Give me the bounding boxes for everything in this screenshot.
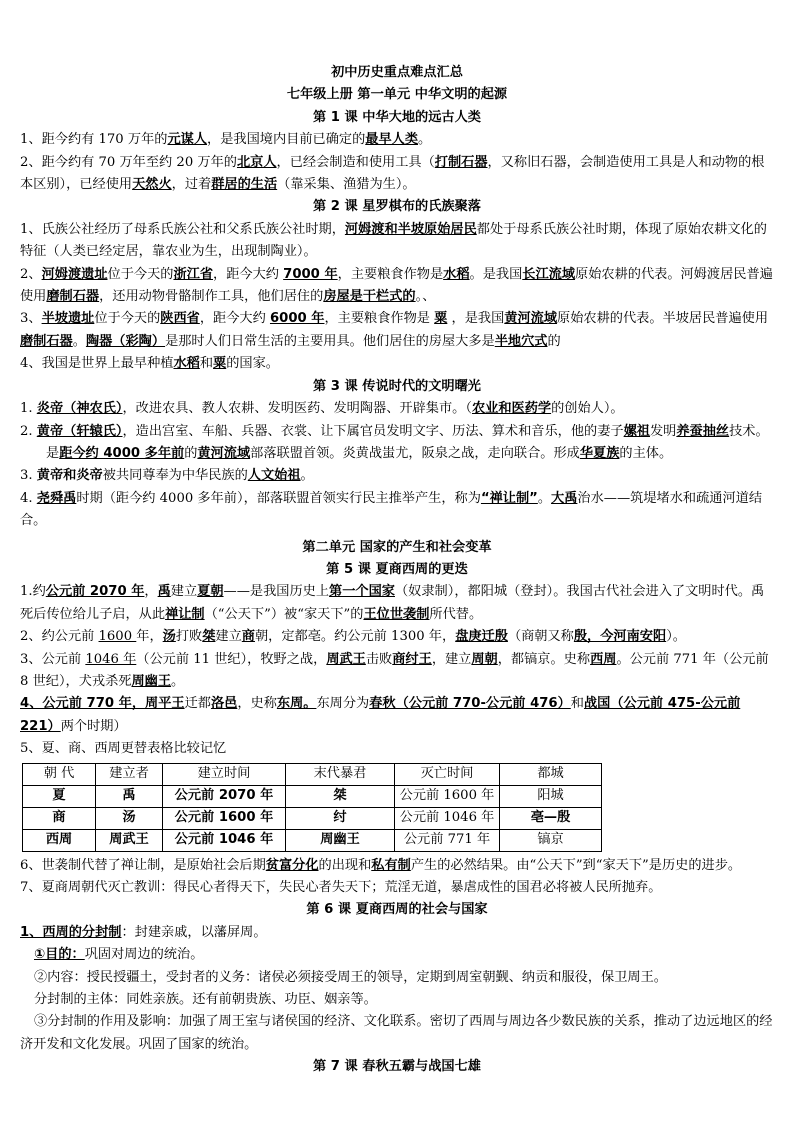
- table-cell: 夏: [23, 785, 96, 807]
- table-cell: 公元前 1046 年: [395, 807, 500, 829]
- table-cell: 公元前 1600 年: [163, 807, 286, 829]
- table-cell: 亳—殷: [500, 807, 602, 829]
- paragraph: 7、夏商周朝代灭亡教训：得民心者得天下，失民心者失天下；荒淫无道，暴虐成性的国君必将被人民所抛弃。: [20, 880, 662, 895]
- table-row: [23, 807, 602, 829]
- paragraph: 1. 炎帝（神农氏），改进农具、教人农耕、发明医药、发明陶器、开辟集市。（农业和医药学的创始人）。: [20, 401, 624, 417]
- table-row: [23, 785, 602, 807]
- lesson-3-heading: 第 3 课 传说时代的文明曙光: [312, 378, 481, 394]
- paragraph: 3、半坡遗址位于今天的陕西省，距今大约 6000 年，主要粮食作物是 粟 ，是我国黄河流域原始农耕的代表。半坡居民普遍使用磨制石器。陶器（彩陶）是那时人们日常生活的主要用具。他们居住的房屋大多是半地穴式的: [20, 311, 769, 349]
- paragraph: 2、距今约有 70 万年至约 20 万年的北京人，已经会制造和使用工具（打制石器，又称旧石器，会制造使用工具是人和动物的根本区别），已经使用天然火，过着群居的生活（靠采集、渔猎为生）。: [20, 154, 765, 193]
- paragraph: 3. 黄帝和炎帝被共同尊奉为中华民族的人文始祖。: [20, 468, 314, 484]
- unit-1-heading: 七年级上册 第一单元 中华文明的起源: [286, 87, 508, 103]
- paragraph: 2、约公元前 1600 年，汤打败桀建立商朝，定都亳。约公元前 1300 年，盘庚迁殷（商朝又称殷，今河南安阳）。: [20, 629, 686, 645]
- table-row: [23, 829, 602, 851]
- unit-2-heading: 第二单元 国家的产生和社会变革: [302, 539, 492, 555]
- table-header-cell: 朝 代: [23, 763, 96, 785]
- table-header-cell: 灭亡时间: [395, 763, 500, 785]
- table-header-cell: 建立时间: [163, 763, 286, 785]
- lesson-6-heading: 第 6 课 夏商西周的社会与国家: [306, 902, 488, 918]
- table-cell: 周幽王: [286, 829, 395, 851]
- table-cell: 纣: [286, 807, 395, 829]
- paragraph: ③分封制的作用及影响：加强了周王室与诸侯国的经济、文化联系。密切了西周与周边各少数民族的关系，推动了边远地区的经济开发和文化发展。巩固了国家的统治。: [20, 1014, 773, 1052]
- table-cell: 商: [23, 807, 96, 829]
- table-cell: 禹: [96, 785, 163, 807]
- table-cell: 公元前 1600 年: [395, 785, 500, 807]
- document-page: [20, 62, 774, 1079]
- table-header-cell: 建立者: [96, 763, 163, 785]
- table-cell: 公元前 2070 年: [163, 785, 286, 807]
- paragraph: ①目的：巩固对周边的统治。: [34, 947, 204, 963]
- document-title: 初中历史重点难点汇总: [331, 65, 463, 80]
- paragraph: 2、河姆渡遗址位于今天的浙江省，距今大约 7000 年，主要粮食作物是水稻。是我国长江流域原始农耕的代表。河姆渡居民普遍使用磨制石器，还用动物骨骼制作工具，他们居住的房屋是干栏式的。、: [20, 266, 773, 305]
- table-cell: 桀: [286, 785, 395, 807]
- paragraph: 4、我国是世界上最早种植水稻和粟的国家。: [20, 356, 279, 372]
- paragraph: ②内容：授民授疆土，受封者的义务：诸侯必须接受周王的领导，定期到周室朝觐、纳贡和服役，保卫周王。: [34, 969, 667, 985]
- lesson-1-heading: 第 1 课 中华大地的远古人类: [312, 109, 481, 125]
- table-cell: 镐京: [500, 829, 602, 851]
- table-header-cell: 末代暴君: [286, 763, 395, 785]
- paragraph: 3、公元前 1046 年（公元前 11 世纪），牧野之战，周武王击败商纣王，建立周朝，都镐京。史称西周。公元前 771 年（公元前 8 世纪），犬戎杀死周幽王。: [20, 651, 769, 689]
- table-cell: 阳城: [500, 785, 602, 807]
- paragraph: 1、距今约有 170 万年的元谋人，是我国境内目前已确定的最早人类。: [20, 132, 432, 148]
- paragraph: 5、夏、商、西周更替表格比较记忆: [20, 741, 227, 757]
- paragraph: 1、氏族公社经历了母系氏族公社和父系氏族公社时期，河姆渡和半坡原始居民都处于母系氏族公社时期，体现了原始农耕文化的特征（人类已经定居，靠农业为生，出现制陶业）。: [20, 221, 767, 260]
- paragraph: 4、公元前 770 年，周平王迁都洛邑，史称东周。东周分为春秋（公元前 770-公元前 476）和战国（公元前 475-公元前 221）两个时期）: [20, 696, 741, 734]
- paragraph: 6、世袭制代替了禅让制，是原始社会后期贫富分化的出现和私有制产生的必然结果。由“公天下”到“家天下”是历史的进步。: [20, 857, 742, 873]
- table-header-row: [23, 763, 602, 785]
- paragraph: 1、西周的分封制：封建亲戚，以藩屏周。: [20, 924, 267, 940]
- lesson-5-heading: 第 5 课 夏商西周的更迭: [326, 561, 468, 577]
- paragraph: 4. 尧舜禹时期（距今约 4000 多年前），部落联盟首领实行民主推举产生，称为“禅让制”。大禹治水——筑堤堵水和疏通河道结合。: [20, 490, 763, 529]
- table-header-cell: 都城: [500, 763, 602, 785]
- lesson-2-heading: 第 2 课 星罗棋布的氏族聚落: [312, 199, 481, 215]
- paragraph: 2. 黄帝（轩辕氏），造出宫室、车船、兵器、衣裳、让下属官员发明文字、历法、算术和音乐，他的妻子嫘祖发明养蚕抽丝技术。是距今约 4000 多年前的黄河流域部落联盟首领。炎黄战蚩尤，阪泉之战，走向联合。形成华夏族的主体。: [20, 423, 769, 461]
- paragraph: 分封制的主体：同姓亲族。还有前朝贵族、功臣、姻亲等。: [34, 992, 377, 1008]
- lesson-7-heading: 第 7 课 春秋五霸与战国七雄: [312, 1059, 481, 1075]
- table-cell: 公元前 771 年: [395, 829, 500, 851]
- dynasty-comparison-table: [22, 763, 602, 852]
- table-cell: 周武王: [96, 829, 163, 851]
- table-cell: 西周: [23, 829, 96, 851]
- table-cell: 公元前 1046 年: [163, 829, 286, 851]
- paragraph: 1.约公元前 2070 年，禹建立夏朝——是我国历史上第一个国家（奴隶制），都阳城（登封）。我国古代社会进入了文明时代。禹死后传位给儿子启，从此禅让制（“公天下”）被“家天下”的王位世袭制所代替。: [20, 584, 765, 622]
- table-cell: 汤: [96, 807, 163, 829]
